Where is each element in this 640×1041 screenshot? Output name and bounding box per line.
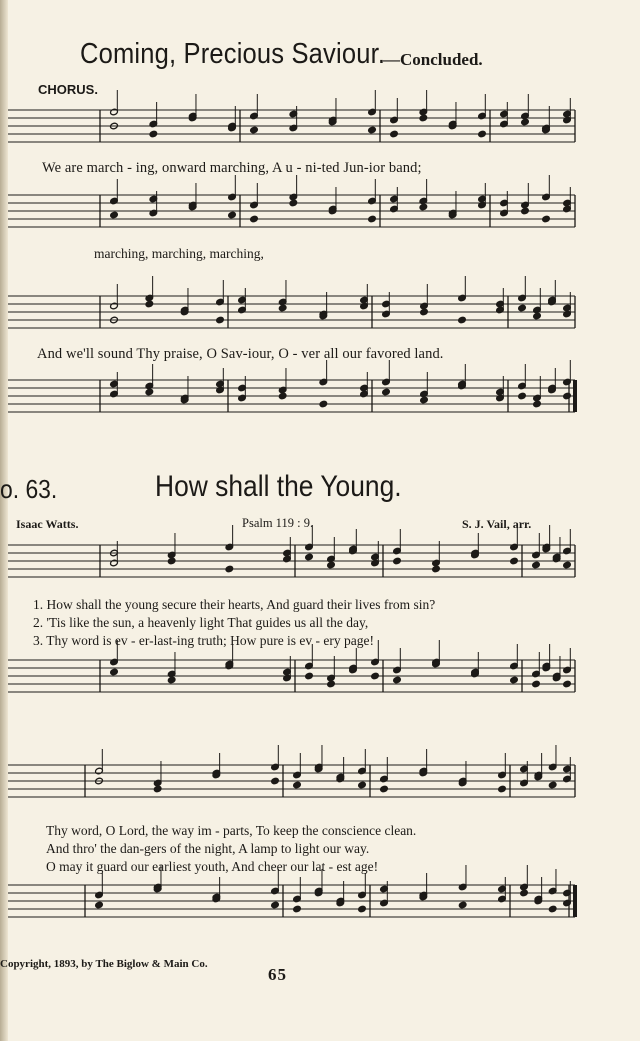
lyric-line: Thy word, O Lord, the way im - parts, To keep the conscience clean. xyxy=(46,823,417,838)
lyric-line: O may it guard our earliest youth, And cheer our lat - est age! xyxy=(46,859,379,874)
hymn-number: o. 63. xyxy=(0,474,58,504)
lyric-line: 2. 'Tis like the sun, a heavenly light That guides us all the day, xyxy=(33,615,369,630)
hymn-prev-title: Coming, Precious Saviour. xyxy=(80,38,386,70)
lyric-line: And thro' the dan-gers of the night, A lamp to light our way. xyxy=(46,841,370,856)
lyric-line: 1. How shall the young secure their hearts, And guard their lives from sin? xyxy=(33,597,436,612)
lyric-line: 3. Thy word is ev - er-last-ing truth; How pure is ev - ery page! xyxy=(33,633,375,648)
hymn-scripture: Psalm 119 : 9. xyxy=(242,516,314,530)
lyric-line: And we'll sound Thy praise, O Sav-iour, O - ver all our favored land. xyxy=(37,346,444,362)
hymn-author: Isaac Watts. xyxy=(16,517,79,531)
hymn-prev-concluded: —Concluded. xyxy=(383,50,483,69)
hymn-title: How shall the Young. xyxy=(155,470,402,503)
copyright-notice: Copyright, 1893, by The Biglow & Main Co. xyxy=(0,958,208,970)
page-number: 65 xyxy=(268,965,287,984)
lyric-line: marching, marching, marching, xyxy=(94,246,264,261)
chorus-label: CHORUS. xyxy=(38,82,98,97)
lyric-line: We are march - ing, onward marching, A u - ni-ted Jun-ior band; xyxy=(42,160,422,176)
hymn-composer: S. J. Vail, arr. xyxy=(462,517,532,531)
